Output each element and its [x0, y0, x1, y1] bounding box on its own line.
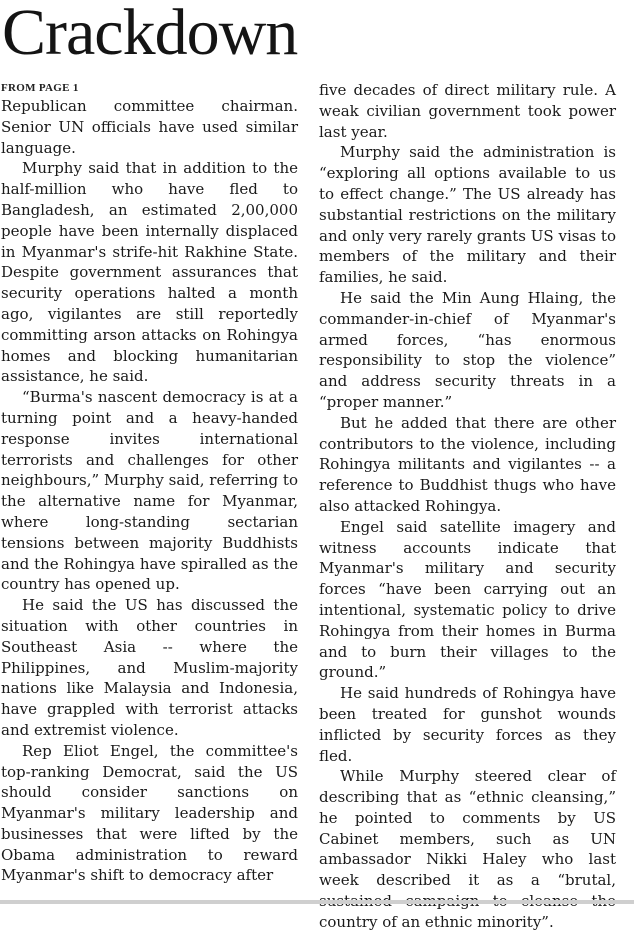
bottom-rule	[0, 900, 634, 904]
paragraph: While Murphy steered clear of describing that as “ethnic cleansing,” he pointed to comments by US Cabinet members, such as UN ambassador Nikki Haley who last week described it as a “brutal, country of an ethnic minority”.	[319, 767, 616, 931]
paragraph: Republican committee chairman. Senior UN officials have used similar language.	[1, 97, 298, 157]
paragraph: He said the Min Aung Hlaing, the commander-in-chief of Myanmar's armed forces, “has enormous responsibility to stop the violence” and address security threats in a “proper manner.”	[319, 288, 616, 411]
right-column	[319, 80, 616, 933]
continuation-kicker: FROM PAGE 1	[1, 82, 79, 94]
headline: Crackdown	[2, 0, 298, 69]
paragraph: Murphy said that in addition to the half-million who have fled to Bangladesh, an estimated 2,00,000 people have been internally displaced in Myanmar's strife-hit Rakhine State. Despite government assurances that security operations halted a month ago, vigilantes are still reportedly committing arson attacks on Rohingya homes and blocking humanitarian assistance, he said.	[1, 159, 298, 386]
paragraph: He said the US has discussed the situation with other countries in Southeast Asia -- where the Philippines, and Muslim-majority nations like Malaysia and Indonesia, have grappled with terrorist attacks and extremist violence.	[1, 596, 298, 739]
paragraph: He said hundreds of Rohingya have been treated for gunshot wounds inflicted by security forces as they fled.	[319, 684, 616, 765]
paragraph: “Burma's nascent democracy is at a turning point and a heavy-handed response invites international terrorists and challenges for other neighbours,” Murphy said, referring to the alternative name for Myanmar, where long-standing sectarian tensions between majority Buddhists and the Rohingya have spiralled as the country has opened up.	[1, 388, 298, 594]
left-column	[1, 82, 298, 886]
paragraph: five decades of direct military rule. A weak civilian government took power last year.	[319, 81, 616, 141]
paragraph: Rep Eliot Engel, the committee's top-ranking Democrat, said the US should consider sanctions on Myanmar's military leadership and businesses that were lifted by the Obama administration to reward Myanmar's shift to democracy after	[1, 741, 298, 885]
paragraph: But he added that there are other contributors to the violence, including Rohingya militants and vigilantes -- a reference to Buddhist thugs who have also attacked Rohingya.	[319, 413, 616, 515]
paragraph: Murphy said the administration is “exploring all options available to us to effect change.” The US already has substantial restrictions on the military and only very rarely grants US visas to members of the military and their families, he said.	[319, 143, 616, 287]
paragraph: Engel said satellite imagery and witness accounts indicate that Myanmar's military and security forces “have been carrying out an intentional, systematic policy to drive Rohingya from their homes in Burma and to burn their villages to the ground.”	[319, 517, 616, 682]
